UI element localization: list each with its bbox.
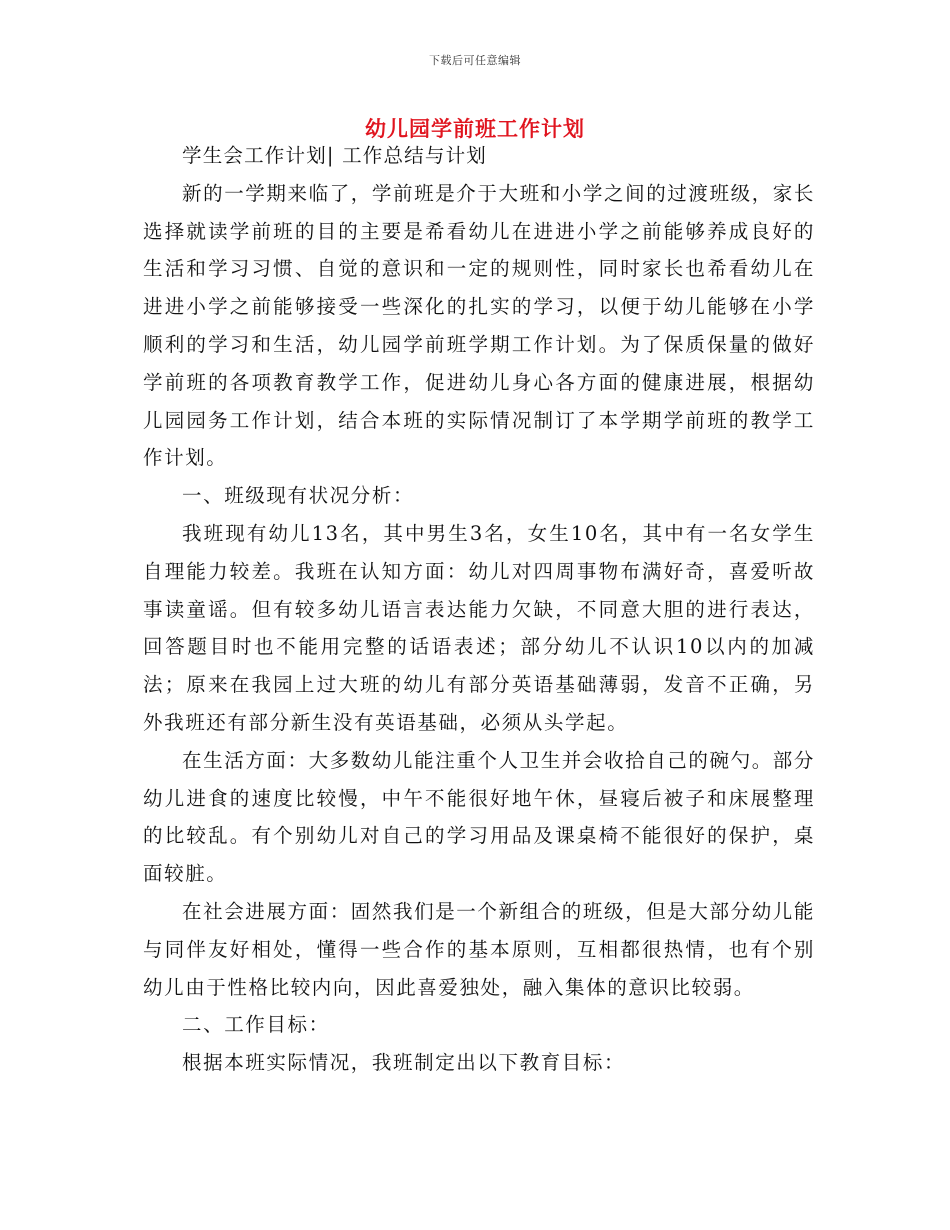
header-note: 下载后可任意编辑 bbox=[429, 54, 521, 67]
section-heading-2: 二、工作目标： bbox=[182, 1013, 330, 1037]
paragraph-social: 在社会进展方面：固然我们是一个新组合的班级，但是大部分幼儿能与同伴友好相处，懂得一些合作的基本原则，互相都很热情，也有个别幼儿由于性格比较内向，因此喜爱独处，融入集体的意识比较弱。 bbox=[143, 899, 816, 999]
document-title: 幼儿园学前班工作计划 bbox=[365, 116, 585, 141]
document-body bbox=[143, 137, 815, 1082]
subtitle-line: 学生会工作计划| 工作总结与计划 bbox=[182, 144, 487, 167]
paragraph-intro: 新的一学期来临了，学前班是介于大班和小学之间的过渡班级，家长选择就读学前班的目的主要是希看幼儿在进进小学之前能够养成良好的生活和学习习惯、自觉的意识和一定的规则性，同时家长也希看幼儿在进进小学之前能够接受一些深化的扎实的学习，以便于幼儿能够在小学顺利的学习和生活，幼儿园学前班学期工作计划。为了保质保量的做好学前班的各项教育教学工作，促进幼儿身心各方面的健康进展，根据幼儿园园务工作计划，结合本班的实际情况制订了本学期学前班的教学工作计划。 bbox=[143, 181, 816, 470]
paragraph-goals-intro: 根据本班实际情况，我班制定出以下教育目标： bbox=[182, 1051, 626, 1075]
section-heading-1: 一、班级现有状况分析： bbox=[182, 484, 415, 508]
paragraph-class-status: 我班现有幼儿13名，其中男生3名，女生10名，其中有一名女学生自理能力较差。我班在认知方面：幼儿对四周事物布满好奇，喜爱听故事读童谣。但有较多幼儿语言表达能力欠缺，不同意大胆的进行表达，回答题目时也不能用完整的话语表述；部分幼儿不认识10以内的加减法；原来在我园上过大班的幼儿有部分英语基础薄弱，发音不正确，另外我班还有部分新生没有英语基础，必须从头学起。 bbox=[143, 521, 815, 734]
paragraph-life: 在生活方面：大多数幼儿能注重个人卫生并会收拾自己的碗勺。部分幼儿进食的速度比较慢，中午不能很好地午休，昼寝后被子和床展整理的比较乱。有个别幼儿对自己的学习用品及课桌椅不能很好的保护，桌面较脏。 bbox=[143, 748, 816, 886]
